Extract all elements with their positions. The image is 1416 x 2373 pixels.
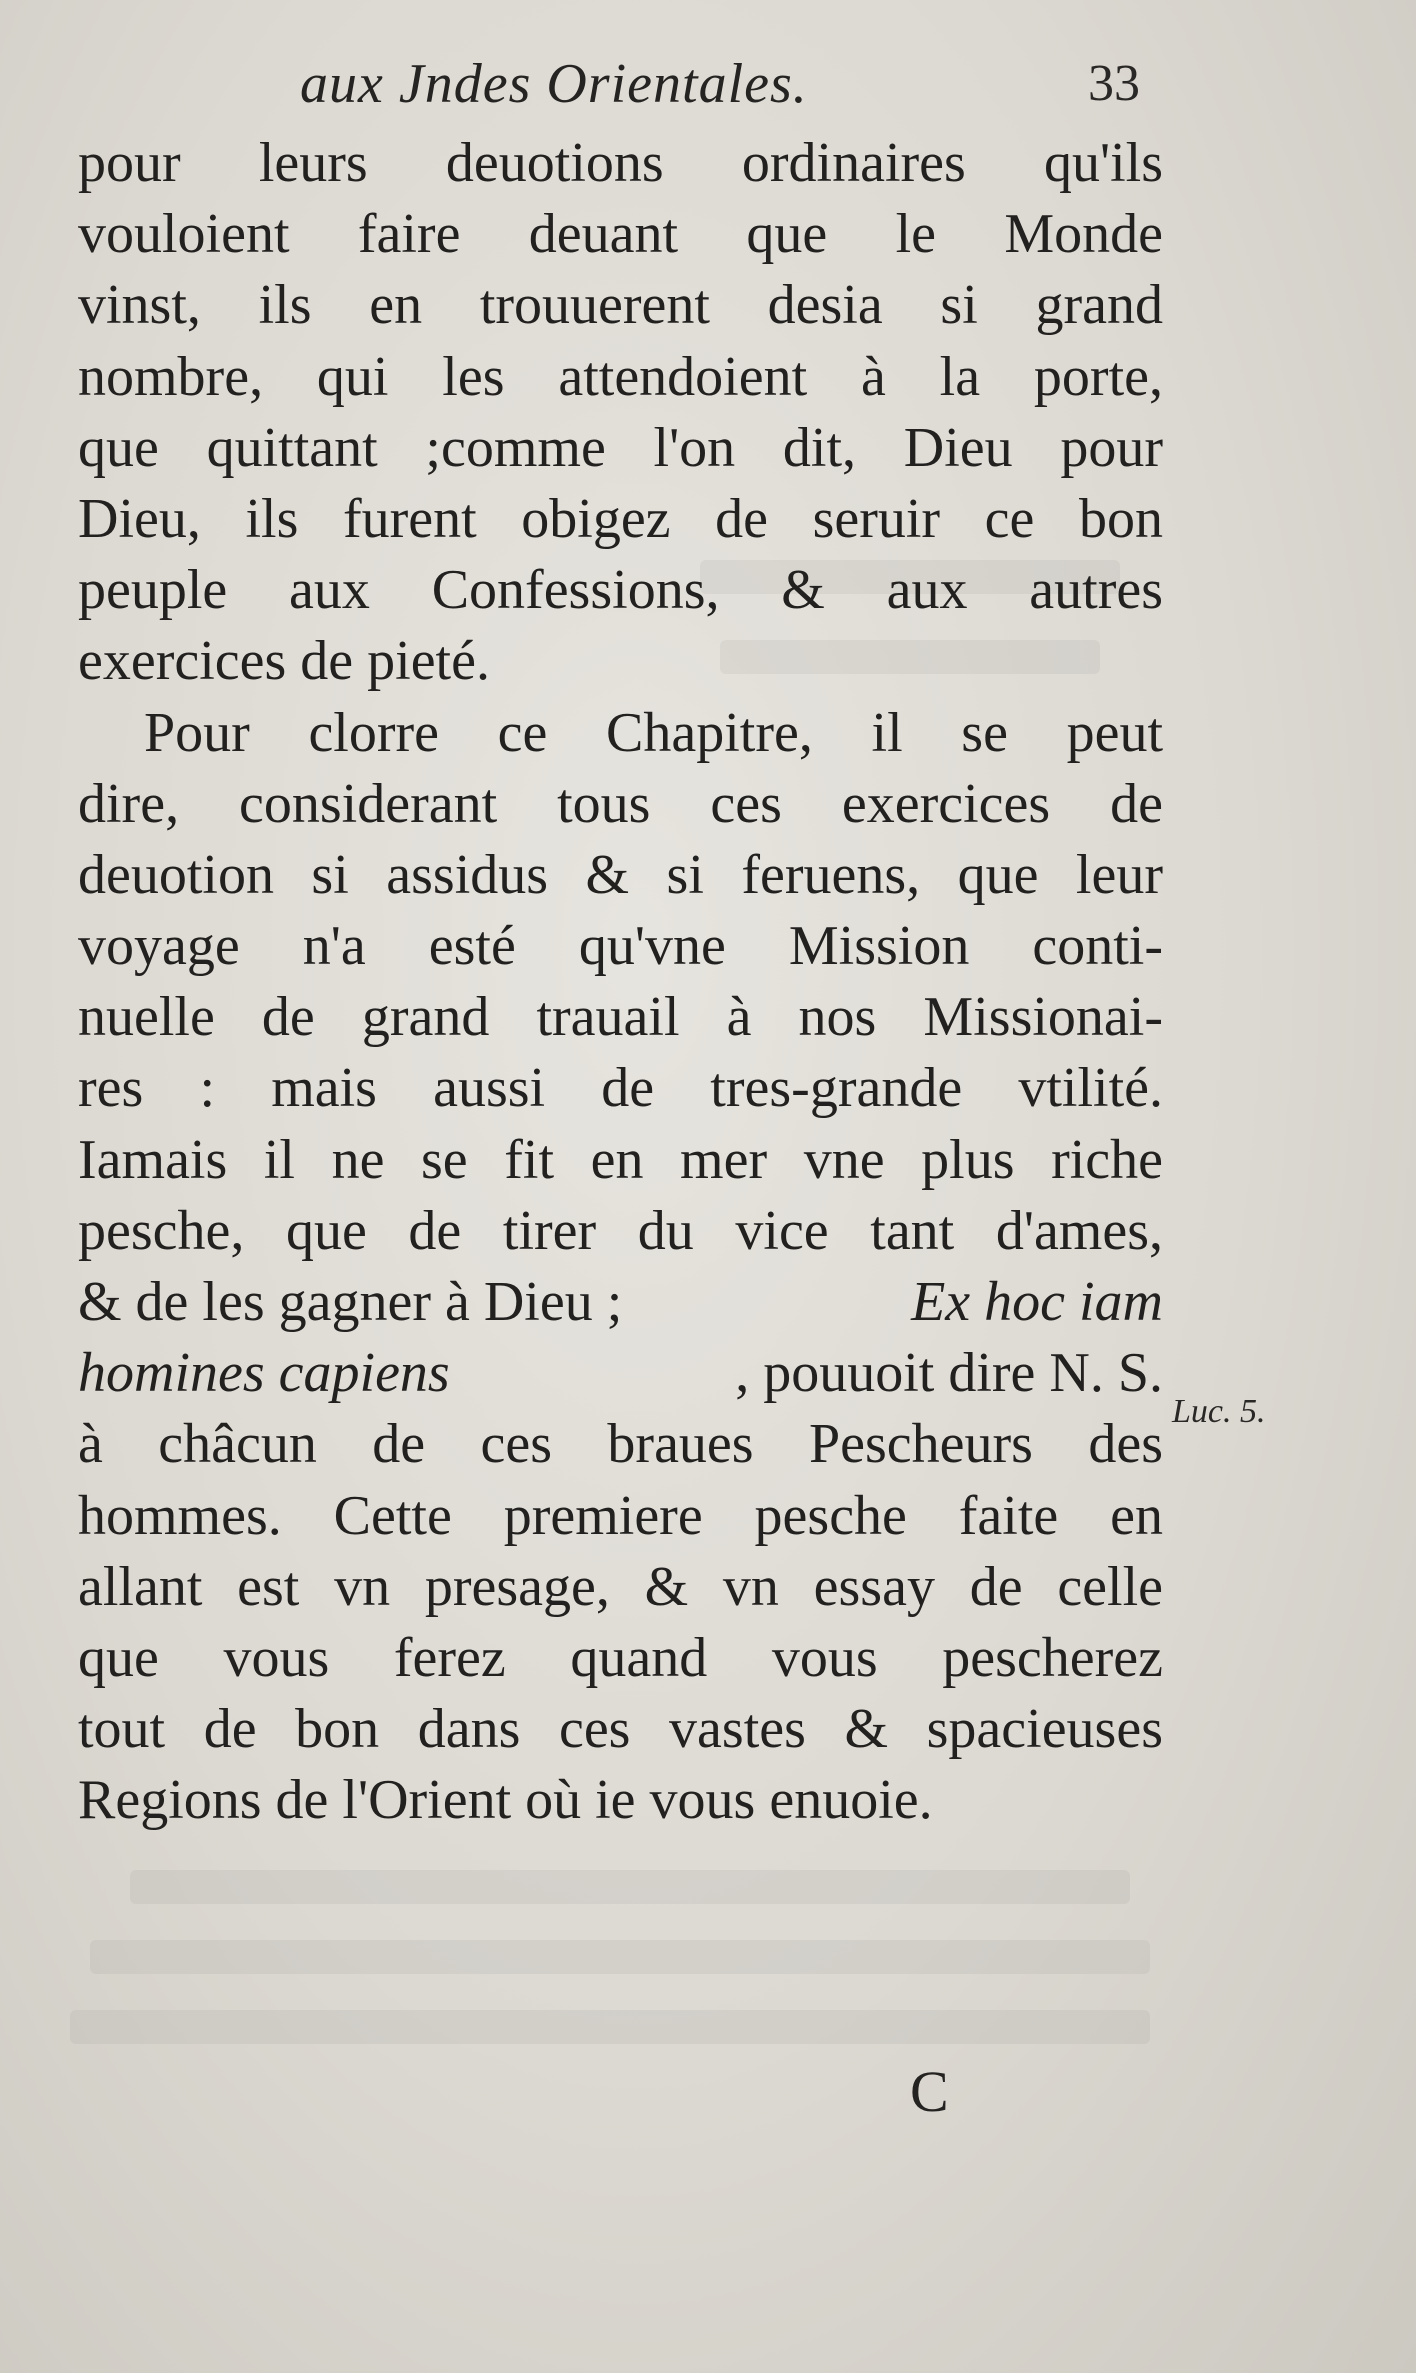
signature-mark: C (910, 2059, 949, 2124)
text-line-23: tout de bon dans ces vastes & spacieuses (78, 1698, 1163, 1761)
text-line-14: res : mais aussi de tres-grande vtilité. (78, 1057, 1163, 1120)
text-line-16: pesche, que de tirer du vice tant d'ames, (78, 1199, 1163, 1262)
text-line-24: Regions de l'Orient où ie vous enuoie. (78, 1769, 933, 1832)
latin-phrase-2: homines capiens (78, 1342, 450, 1405)
text-line-18 (78, 1338, 1163, 1409)
text-line-10: dire, considerant tous ces exercices de (78, 772, 1163, 835)
text-line-21: allant est vn presage, & vn essay de celle (78, 1555, 1163, 1618)
text-line-22: que vous ferez quand vous pescherez (78, 1626, 1163, 1689)
text-line-6: Dieu, ils furent obigez de seruir ce bon (78, 487, 1163, 550)
text-line-13: nuelle de grand trauail à nos Missionai- (78, 986, 1163, 1049)
latin-phrase-1: Ex hoc iam (911, 1271, 1163, 1333)
text-line-7: peuple aux Confessions, & aux autres (78, 559, 1163, 622)
text-line-19: à châcun de ces braues Pescheurs des (78, 1413, 1163, 1476)
text-line-4: nombre, qui les attendoient à la porte, (78, 345, 1163, 408)
page-number: 33 (1088, 55, 1140, 112)
text-line-18-roman: , pouuoit dire N. S. (735, 1342, 1163, 1405)
text-line-20: hommes. Cette premiere pesche faite en (78, 1484, 1163, 1547)
body-text (78, 128, 1163, 1837)
text-line-8: exercices de pieté. (78, 630, 490, 693)
running-title: aux Jndes Orientales. (300, 53, 808, 115)
text-line-11: deuotion si assidus & si feruens, que leur (78, 843, 1163, 906)
text-line-12: voyage n'a esté qu'vne Mission conti- (78, 915, 1163, 978)
text-line-9: Pour clorre ce Chapitre, il se peut (144, 701, 1163, 764)
margin-note: Luc. 5. (1172, 1393, 1266, 1430)
text-line-3: vinst, ils en trouuerent desia si grand (78, 274, 1163, 337)
text-line-15: Iamais il ne se fit en mer vne plus riche (78, 1128, 1163, 1191)
text-line-5: que quittant ;comme l'on dit, Dieu pour (78, 416, 1163, 479)
text-line-1: pour leurs deuotions ordinaires qu'ils (78, 132, 1163, 194)
page-header (0, 52, 1416, 122)
text-line-2: vouloient faire deuant que le Monde (78, 203, 1163, 266)
text-line-17 (78, 1267, 1163, 1338)
text-line-17-roman: & de les gagner à Dieu ; (78, 1271, 623, 1333)
